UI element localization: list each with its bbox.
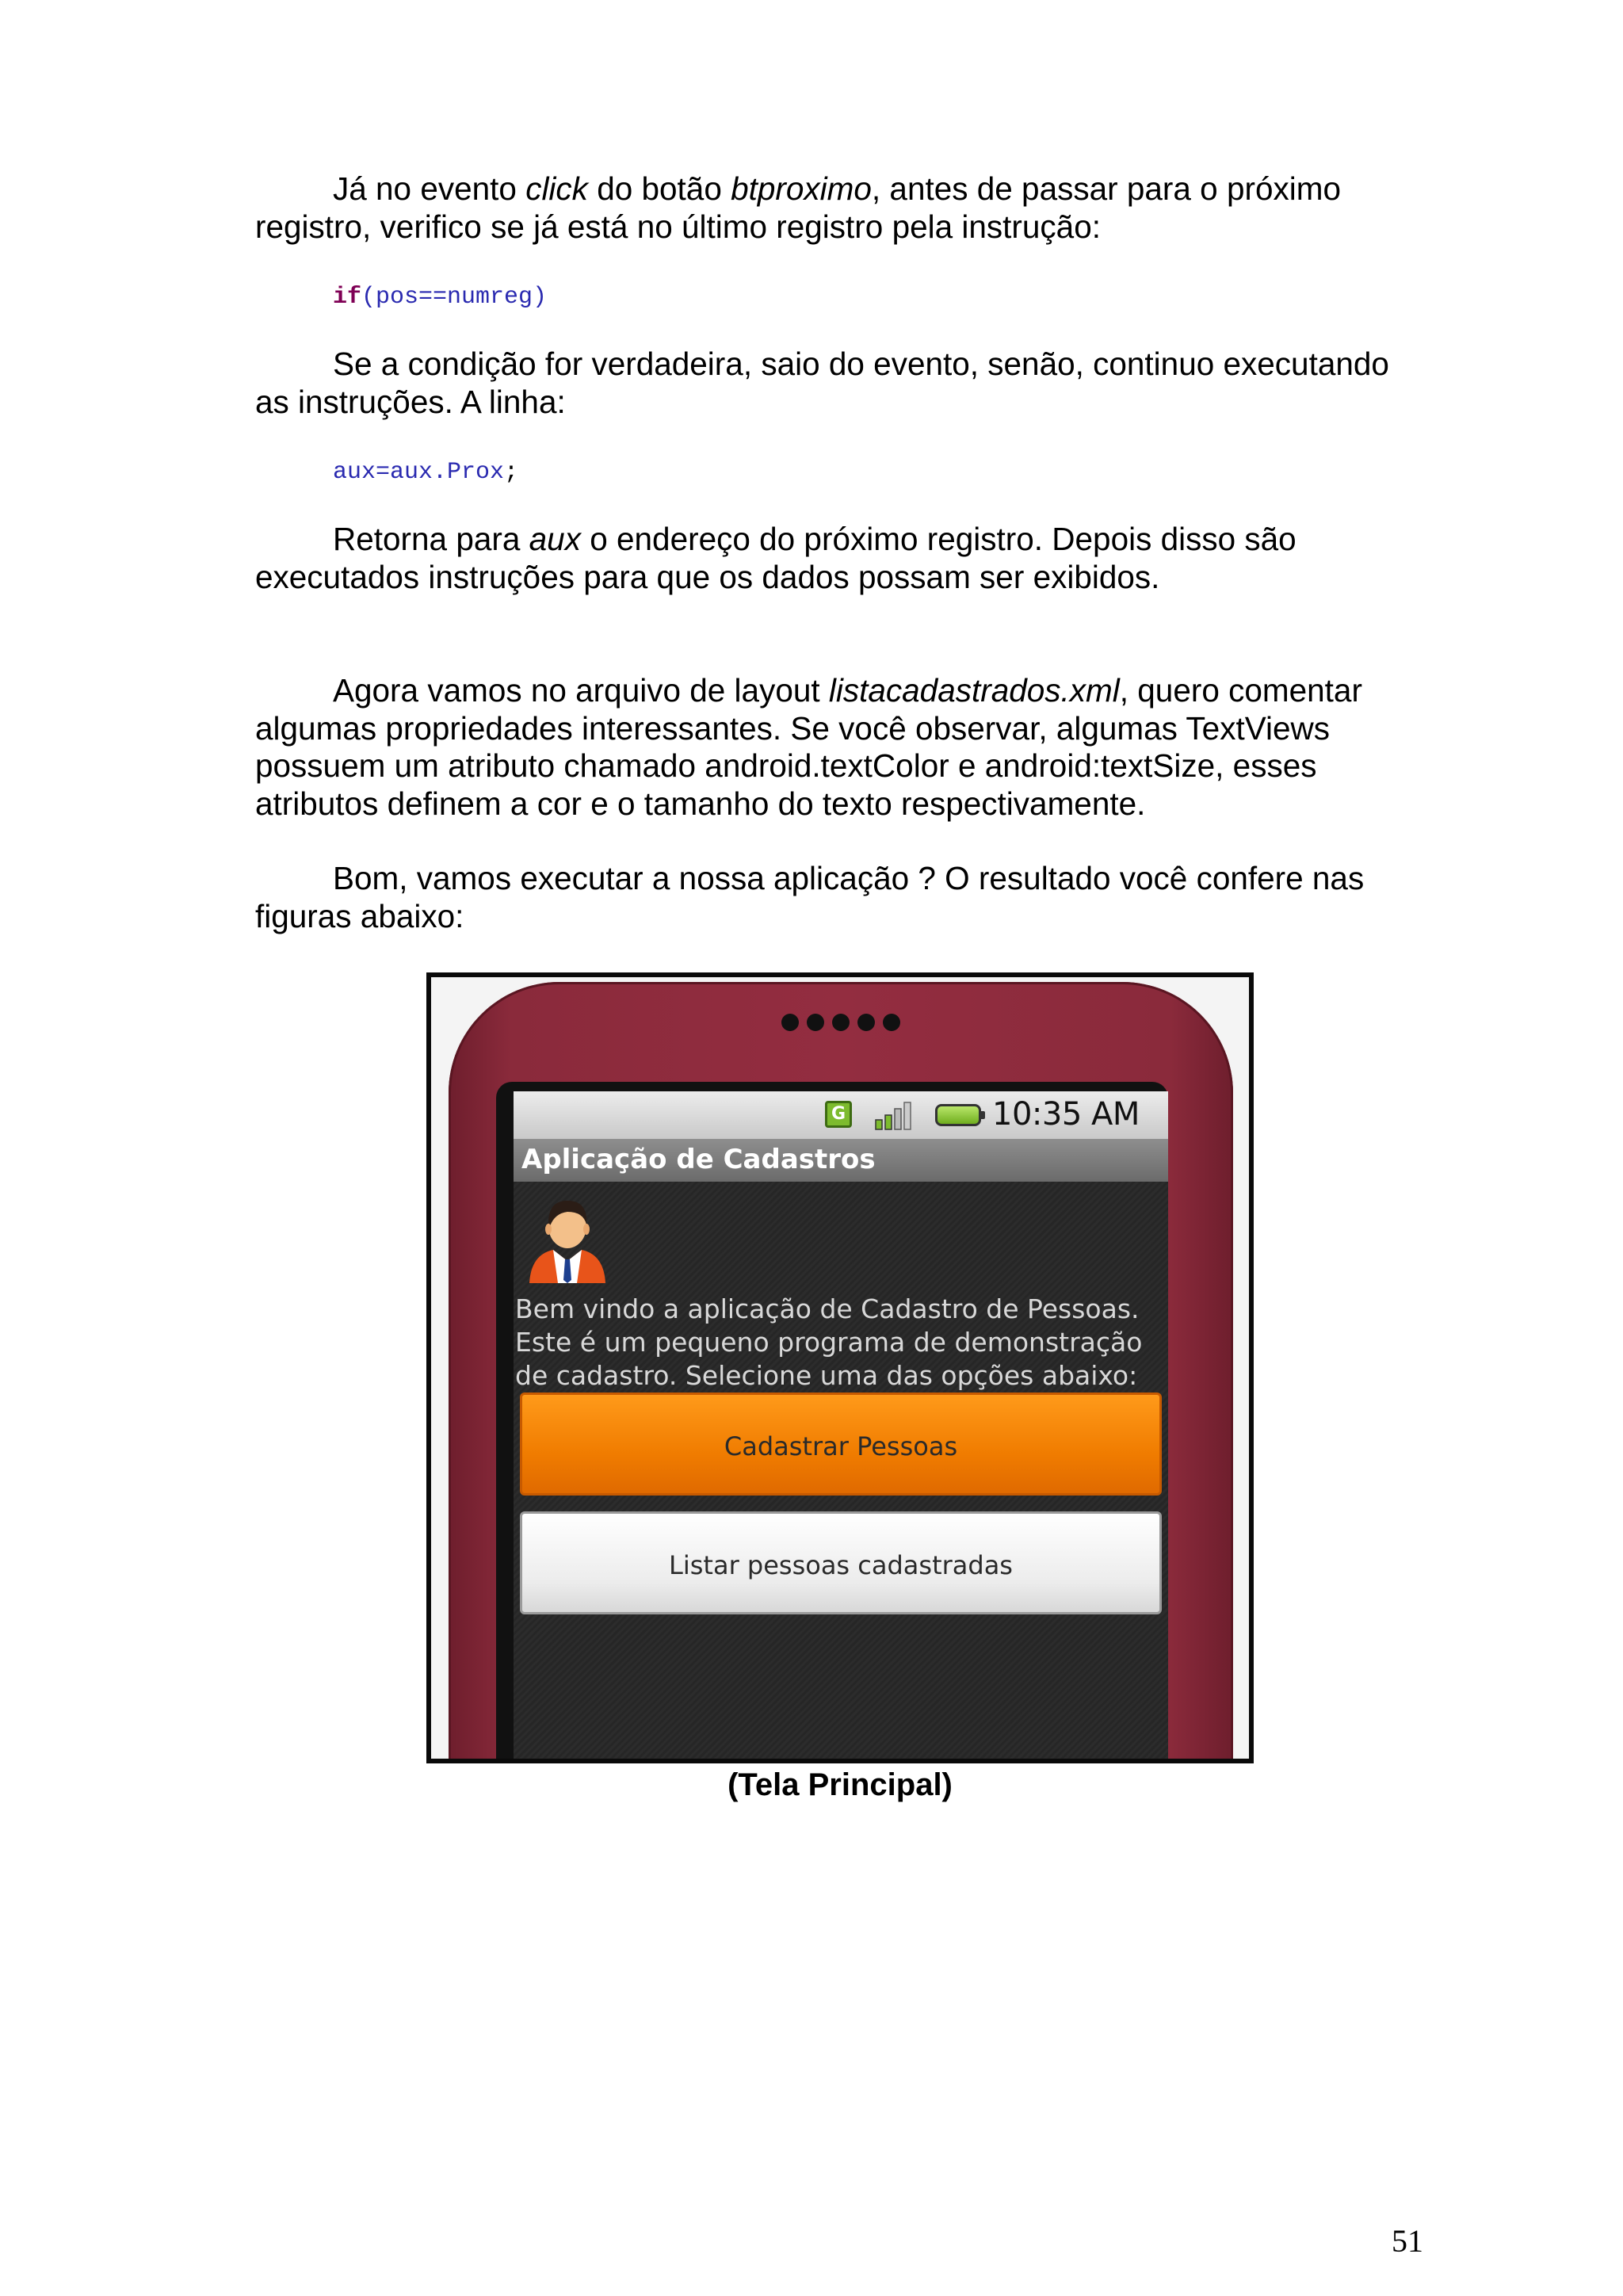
phone-body: [449, 982, 1233, 1763]
text-run: o endereço do próximo registro. Depois disso são: [580, 521, 1296, 557]
text-line: possuem um atributo chamado android.textColor e android:textSize, esses: [255, 747, 1317, 784]
text-line: atributos definem a cor e o tamanho do texto respectivamente.: [255, 785, 1146, 822]
text-run: Agora vamos no arquivo de layout: [333, 672, 829, 709]
paragraph-layout-file: [255, 672, 1428, 823]
status-time: 10:35 AM: [992, 1096, 1140, 1133]
text-run: Já no evento: [333, 170, 526, 207]
list-people-button[interactable]: Listar pessoas cadastradas: [520, 1511, 1162, 1614]
code-semicolon: ;: [504, 459, 519, 486]
speaker-grille-icon: [781, 1014, 900, 1031]
welcome-line: de cadastro. Selecione uma das opções abaixo:: [515, 1360, 1138, 1391]
text-run: , quero comentar: [1119, 672, 1362, 709]
text-line: algumas propriedades interessantes. Se você observar, algumas TextViews: [255, 709, 1330, 747]
register-people-button[interactable]: Cadastrar Pessoas: [520, 1392, 1162, 1496]
code-text: aux=aux.Prox: [333, 459, 505, 486]
app-title-bar: [514, 1139, 1168, 1182]
page-number: 51: [1392, 2223, 1423, 2259]
paragraph-returns-aux: [255, 521, 1428, 596]
text-run: , antes de passar para o próximo: [871, 170, 1341, 207]
welcome-message: [515, 1293, 1165, 1392]
text-line: executados instruções para que os dados possam ser exibidos.: [255, 558, 1160, 595]
paragraph-run-app: [255, 860, 1428, 935]
text-line: Se a condição for verdadeira, saio do evento, senão, continuo executando: [333, 346, 1389, 382]
signal-strength-icon: [874, 1099, 918, 1131]
status-bar: [514, 1091, 1168, 1139]
text-run: do botão: [587, 170, 731, 207]
emphasis-filename: listacadastrados.xml: [828, 672, 1120, 709]
battery-icon: [935, 1104, 981, 1126]
code-snippet-if: [333, 284, 547, 311]
user-avatar-icon: [521, 1191, 613, 1283]
text-line: Bom, vamos executar a nossa aplicação ? O resultado você confere nas: [333, 860, 1365, 896]
emphasis-click: click: [525, 170, 588, 207]
paragraph-condition: [255, 346, 1428, 421]
app-title: Aplicação de Cadastros: [521, 1144, 876, 1175]
figure-caption: (Tela Principal): [727, 1767, 953, 1802]
phone-screen: [514, 1091, 1168, 1763]
emphasis-aux: aux: [529, 521, 581, 557]
paragraph-btproximo-click: [255, 170, 1428, 246]
emphasis-btproximo: btproximo: [731, 170, 872, 207]
network-g-icon: G: [825, 1101, 852, 1128]
text-line: registro, verifico se já está no último registro pela instrução:: [255, 208, 1101, 245]
text-line: as instruções. A linha:: [255, 383, 566, 420]
text-run: Retorna para: [333, 521, 529, 557]
welcome-line: Bem vindo a aplicação de Cadastro de Pessoas.: [515, 1293, 1140, 1324]
phone-screenshot-figure: [426, 972, 1254, 1763]
code-snippet-aux: [333, 459, 518, 486]
text-line: figuras abaixo:: [255, 897, 464, 934]
code-text: (pos==numreg): [361, 284, 548, 311]
code-keyword: if: [333, 284, 362, 311]
welcome-line: Este é um pequeno programa de demonstração: [515, 1327, 1143, 1358]
